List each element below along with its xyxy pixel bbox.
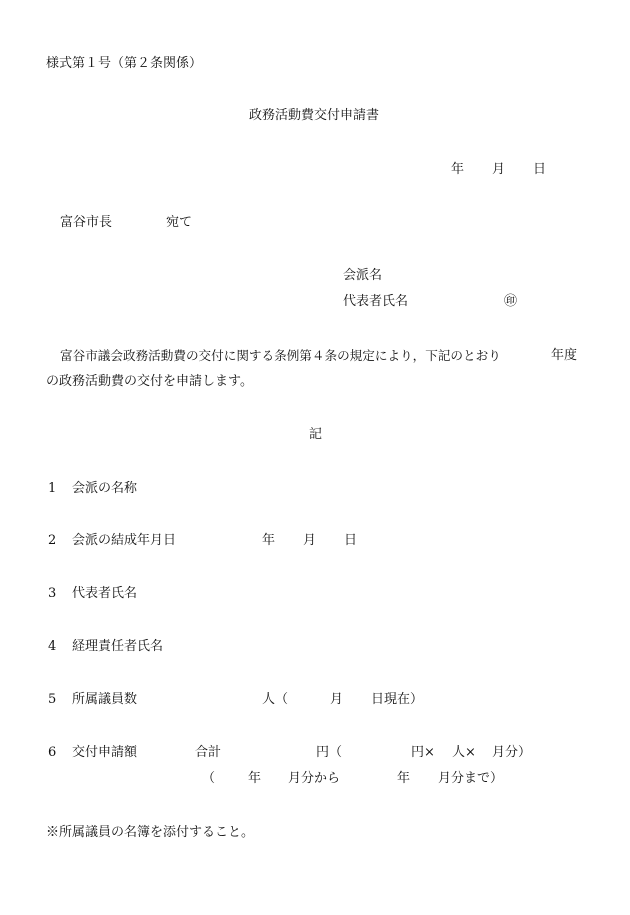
body-line-2: の政務活動費の交付を申請します。: [46, 374, 253, 389]
date-year-label: 年: [451, 162, 465, 177]
item-6-person-times-label: 人×: [452, 745, 476, 760]
item-6-period-to-month: 月分まで）: [438, 771, 504, 786]
item-6-yen-times-label: 円×: [411, 745, 435, 760]
addressee-name: 富谷市長: [60, 215, 113, 230]
form-number: 様式第１号（第２条関係）: [46, 56, 203, 71]
date-month-label: 月: [492, 162, 506, 177]
seal-mark: ㊞: [504, 294, 518, 309]
item-5-month-label: 月: [330, 692, 344, 707]
item-6-months-label: 月分）: [492, 745, 532, 760]
item-6-period-to-year: 年: [397, 771, 411, 786]
document-title: 政務活動費交付申請書: [249, 108, 380, 123]
attachment-note: ※所属議員の名簿を添付すること。: [46, 825, 255, 840]
item-6-total-label: 合計: [195, 745, 222, 760]
item-3-label: 代表者氏名: [72, 586, 138, 601]
date-day-label: 日: [533, 162, 547, 177]
item-2-label: 会派の結成年月日: [72, 533, 177, 548]
ki-heading: 記: [309, 427, 323, 442]
item-2-day-label: 日: [344, 533, 358, 548]
representative-name-label: 代表者氏名: [343, 294, 409, 309]
item-2-month-label: 月: [303, 533, 317, 548]
item-5-number: 5: [48, 692, 57, 707]
body-line-1: 富谷市議会政務活動費の交付に関する条例第４条の規定により，下記のとおり: [60, 348, 501, 363]
item-2-number: 2: [48, 533, 57, 548]
item-4-label: 経理責任者氏名: [72, 639, 164, 654]
item-4-number: 4: [48, 639, 57, 654]
item-5-label: 所属議員数: [72, 692, 138, 707]
faction-name-label: 会派名: [343, 268, 383, 283]
item-6-period-from-month: 月分から: [288, 771, 341, 786]
item-1-label: 会派の名称: [72, 481, 138, 496]
item-6-number: 6: [48, 745, 57, 760]
item-3-number: 3: [48, 586, 57, 601]
item-5-person-label: 人（: [262, 692, 289, 707]
item-1-number: 1: [48, 481, 57, 496]
item-6-period-from-year: 年: [248, 771, 262, 786]
item-2-year-label: 年: [262, 533, 276, 548]
item-6-label: 交付申請額: [72, 745, 138, 760]
body-line-1-fiscal-year: 年度: [551, 348, 578, 363]
item-5-as-of-label: 日現在）: [371, 692, 424, 707]
addressee-suffix: 宛て: [166, 215, 193, 230]
item-6-period-open: （: [202, 771, 216, 786]
item-6-yen-label: 円（: [316, 745, 343, 760]
